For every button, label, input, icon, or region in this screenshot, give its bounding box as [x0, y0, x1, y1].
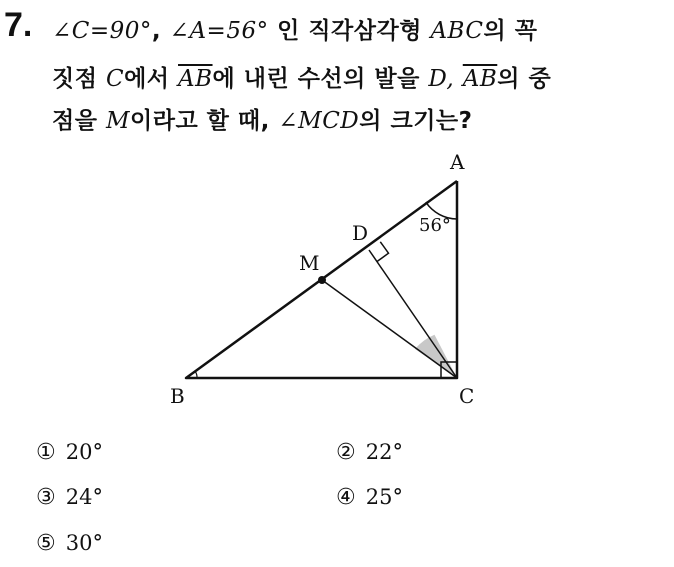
segment-ab: $\overline{AB}$	[178, 66, 213, 92]
angle-c-condition: ∠C=90°	[52, 18, 152, 44]
label-m: M	[299, 251, 320, 275]
choice-5-text: 30°	[65, 531, 103, 555]
question-line-3: 점을 M이라고 할 때, ∠MCD의 크기는?	[52, 108, 473, 134]
choice-3-mark: ③	[36, 485, 56, 510]
choice-4-mark: ④	[336, 485, 356, 510]
right-angle-d-mark	[377, 242, 388, 262]
altitude-cd	[369, 250, 457, 378]
median-cm	[322, 280, 457, 378]
label-b: B	[170, 384, 185, 408]
angle-mcd-shading	[415, 335, 457, 378]
choice-1-text: 20°	[65, 440, 103, 464]
question-line-2: 짓점 C에서 $\overline{AB}$에 내린 수선의 발을 D, $\overline{AB}$의 중	[52, 66, 552, 92]
choice-5[interactable]	[36, 531, 103, 556]
question-number: 7.	[4, 6, 33, 44]
midpoint-m: M	[105, 108, 131, 134]
choice-3-text: 24°	[65, 485, 103, 509]
angle-mcd: ∠MCD	[278, 108, 360, 134]
choice-1[interactable]	[36, 440, 103, 465]
angle-a-label: 56°	[419, 215, 451, 236]
choice-5-mark: ⑤	[36, 531, 56, 556]
choice-2-mark: ②	[336, 440, 356, 465]
label-d: D	[352, 221, 369, 245]
triangle-name: ABC	[430, 18, 484, 44]
choice-1-mark: ①	[36, 440, 56, 465]
choice-2[interactable]	[336, 440, 403, 465]
vertex-c: C	[105, 66, 125, 92]
choice-4[interactable]	[336, 485, 403, 510]
angle-a-condition: ∠A=56°	[169, 18, 269, 44]
question-line-1: ∠C=90°, ∠A=56° 인 직각삼각형 ABC의 꼭	[52, 18, 538, 44]
label-c: C	[459, 384, 475, 408]
choice-4-text: 25°	[365, 485, 403, 509]
choice-3[interactable]	[36, 485, 103, 510]
midpoint-m-dot	[318, 276, 326, 284]
choice-2-text: 22°	[365, 440, 403, 464]
segment-ab-2: $\overline{AB}$	[462, 66, 498, 92]
foot-d: D,	[428, 66, 455, 92]
label-a: A	[450, 150, 465, 174]
